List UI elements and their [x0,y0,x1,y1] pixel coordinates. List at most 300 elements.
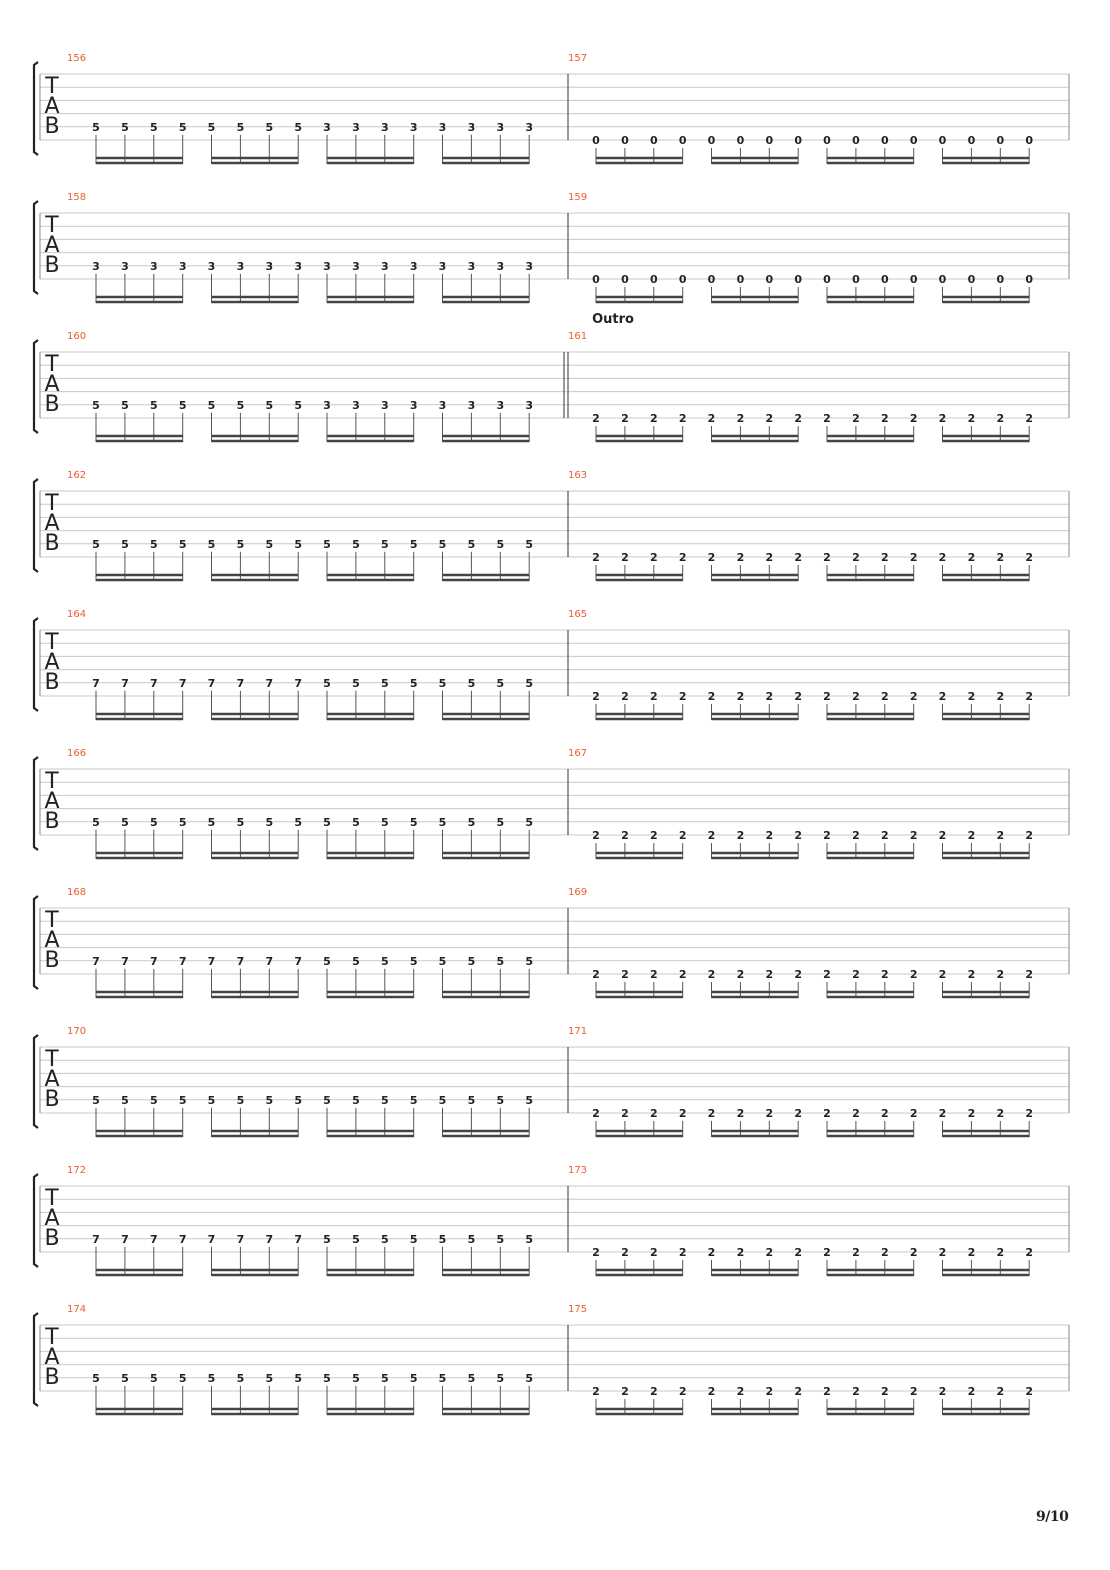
fret-number: 3 [178,259,187,273]
measure-number: 157 [568,53,588,64]
system-bracket [34,340,38,433]
fret-number: 5 [207,537,216,551]
fret-number: 5 [380,815,389,829]
fret-number: 3 [409,120,418,134]
fret-number: 2 [621,551,629,564]
fret-number: 2 [823,1107,831,1120]
fret-number: 5 [265,398,274,412]
fret-number: 5 [92,1371,100,1385]
fret-number: 2 [996,968,1005,981]
fret-number: 2 [794,1385,803,1398]
fret-number: 2 [880,551,889,564]
fret-number: 5 [92,398,100,412]
fret-number: 2 [852,1246,860,1259]
tab-system [34,312,1069,442]
fret-number: 0 [707,134,716,147]
tab-clef-letter: T [45,769,59,794]
fret-number: 2 [967,1107,976,1120]
tab-clef-letter: A [44,1206,60,1231]
fret-number: 2 [794,1246,803,1259]
tab-clef-letter: T [45,1186,59,1211]
tab-clef-letter: T [45,491,59,516]
tab-clef-letter: B [44,1087,60,1112]
fret-number: 0 [794,273,803,286]
fret-number: 5 [92,1093,100,1107]
fret-number: 2 [823,551,831,564]
fret-number: 5 [496,815,505,829]
system-bracket [34,896,38,989]
fret-number: 2 [592,829,600,842]
fret-number: 3 [496,398,505,412]
measure-number: 171 [568,1026,588,1037]
fret-number: 2 [707,829,716,842]
measure-number: 174 [67,1304,87,1315]
fret-number: 2 [621,1246,629,1259]
fret-number: 2 [967,968,976,981]
fret-number: 5 [525,1232,534,1246]
fret-number: 2 [967,690,976,703]
fret-number: 2 [852,1385,860,1398]
measure-number: 165 [568,609,588,620]
fret-number: 3 [121,259,129,273]
fret-number: 5 [467,815,476,829]
measure-number: 158 [67,192,87,203]
fret-number: 5 [323,1232,331,1246]
fret-number: 2 [649,690,658,703]
fret-number: 3 [352,259,360,273]
fret-number: 5 [352,537,360,551]
fret-number: 2 [592,1246,600,1259]
tab-clef-letter: T [45,908,59,933]
fret-number: 7 [92,954,100,968]
fret-number: 2 [621,412,629,425]
fret-number: 5 [92,537,100,551]
tab-system [34,192,1069,303]
fret-number: 3 [207,259,216,273]
fret-number: 2 [678,829,687,842]
fret-number: 2 [707,1107,716,1120]
fret-number: 5 [149,815,158,829]
fret-number: 3 [525,259,534,273]
fret-number: 5 [121,398,129,412]
fret-number: 2 [967,551,976,564]
fret-number: 5 [525,676,534,690]
fret-number: 2 [1025,690,1034,703]
fret-number: 2 [996,412,1005,425]
fret-number: 2 [823,1385,831,1398]
system-bracket [34,1174,38,1267]
fret-number: 5 [207,815,216,829]
fret-number: 7 [149,1232,158,1246]
fret-number: 0 [938,273,947,286]
fret-number: 2 [649,1246,658,1259]
fret-number: 0 [880,134,889,147]
fret-number: 5 [380,676,389,690]
fret-number: 7 [121,954,129,968]
fret-number: 5 [178,120,187,134]
measure-number: 159 [568,192,588,203]
fret-number: 2 [649,551,658,564]
fret-number: 5 [178,1093,187,1107]
fret-number: 0 [678,134,687,147]
fret-number: 5 [294,398,303,412]
measure-number: 170 [67,1026,87,1037]
fret-number: 7 [178,954,187,968]
fret-number: 2 [996,829,1005,842]
fret-number: 2 [996,1107,1005,1120]
fret-number: 5 [496,1232,505,1246]
fret-number: 0 [967,273,976,286]
fret-number: 7 [294,954,303,968]
fret-number: 5 [92,120,100,134]
fret-number: 2 [736,1246,745,1259]
measure-number: 175 [568,1304,588,1315]
system-bracket [34,479,38,572]
fret-number: 2 [880,1385,889,1398]
fret-number: 0 [621,134,629,147]
tab-clef-letter: B [44,1365,60,1390]
fret-number: 2 [967,1246,976,1259]
fret-number: 2 [736,968,745,981]
measure-number: 172 [67,1165,87,1176]
fret-number: 5 [207,1371,216,1385]
fret-number: 2 [794,412,803,425]
fret-number: 5 [178,398,187,412]
system-bracket [34,1313,38,1406]
fret-number: 5 [525,1371,534,1385]
fret-number: 5 [380,954,389,968]
fret-number: 0 [592,273,600,286]
fret-number: 0 [823,134,831,147]
fret-number: 5 [438,1371,447,1385]
fret-number: 5 [265,815,274,829]
fret-number: 2 [678,968,687,981]
fret-number: 2 [621,690,629,703]
fret-number: 5 [467,676,476,690]
fret-number: 3 [236,259,245,273]
fret-number: 2 [765,968,774,981]
fret-number: 2 [678,690,687,703]
fret-number: 7 [207,1232,216,1246]
fret-number: 5 [294,1371,303,1385]
fret-number: 2 [909,968,918,981]
fret-number: 0 [938,134,947,147]
fret-number: 5 [121,815,129,829]
system-bracket [34,62,38,155]
fret-number: 2 [909,1385,918,1398]
fret-number: 2 [765,690,774,703]
fret-number: 2 [1025,1385,1034,1398]
fret-number: 2 [592,412,600,425]
fret-number: 5 [409,676,418,690]
tab-clef-letter: A [44,650,60,675]
fret-number: 5 [323,1371,331,1385]
tab-system [34,887,1069,998]
tab-system [34,53,1069,164]
fret-number: 5 [467,1232,476,1246]
fret-number: 7 [265,676,274,690]
fret-number: 2 [967,412,976,425]
fret-number: 2 [823,829,831,842]
fret-number: 2 [649,412,658,425]
fret-number: 2 [707,412,716,425]
fret-number: 2 [736,1107,745,1120]
fret-number: 5 [409,954,418,968]
fret-number: 5 [236,537,245,551]
fret-number: 3 [438,398,447,412]
fret-number: 0 [909,273,918,286]
fret-number: 5 [438,1093,447,1107]
fret-number: 2 [852,968,860,981]
fret-number: 5 [265,120,274,134]
fret-number: 2 [909,690,918,703]
tab-system [34,470,1069,581]
fret-number: 5 [380,537,389,551]
fret-number: 5 [409,1232,418,1246]
fret-number: 2 [794,690,803,703]
fret-number: 2 [1025,968,1034,981]
fret-number: 5 [525,954,534,968]
fret-number: 5 [149,398,158,412]
fret-number: 2 [765,1107,774,1120]
fret-number: 3 [467,398,476,412]
fret-number: 5 [467,1371,476,1385]
fret-number: 3 [92,259,100,273]
system-bracket [34,618,38,711]
fret-number: 5 [236,120,245,134]
fret-number: 5 [265,537,274,551]
fret-number: 0 [996,273,1005,286]
fret-number: 2 [794,829,803,842]
fret-number: 7 [236,954,245,968]
measure-number: 160 [67,331,87,342]
tab-clef-letter: T [45,1047,59,1072]
fret-number: 7 [121,676,129,690]
fret-number: 5 [352,1093,360,1107]
measure-number: 164 [67,609,87,620]
fret-number: 2 [938,1246,947,1259]
fret-number: 0 [852,273,860,286]
measure-number: 169 [568,887,588,898]
fret-number: 0 [794,134,803,147]
measure-number: 166 [67,748,87,759]
tab-clef-letter: A [44,789,60,814]
fret-number: 5 [178,1371,187,1385]
fret-number: 2 [794,1107,803,1120]
tab-clef-letter: T [45,213,59,238]
tab-system [34,1026,1069,1137]
fret-number: 3 [438,259,447,273]
fret-number: 3 [149,259,158,273]
fret-number: 5 [352,1232,360,1246]
tab-clef-letter: T [45,74,59,99]
fret-number: 2 [765,1385,774,1398]
fret-number: 7 [265,954,274,968]
fret-number: 2 [996,690,1005,703]
fret-number: 2 [996,1246,1005,1259]
fret-number: 7 [178,1232,187,1246]
fret-number: 5 [352,954,360,968]
system-bracket [34,201,38,294]
system-bracket [34,757,38,850]
tab-clef-letter: B [44,531,60,556]
fret-number: 5 [92,815,100,829]
fret-number: 5 [438,1232,447,1246]
fret-number: 2 [852,412,860,425]
fret-number: 5 [352,1371,360,1385]
fret-number: 5 [409,815,418,829]
measure-number: 156 [67,53,87,64]
fret-number: 2 [880,829,889,842]
fret-number: 3 [352,398,360,412]
fret-number: 5 [525,815,534,829]
fret-number: 2 [736,690,745,703]
fret-number: 2 [592,690,600,703]
fret-number: 3 [438,120,447,134]
fret-number: 2 [592,1385,600,1398]
fret-number: 2 [592,1107,600,1120]
fret-number: 7 [92,676,100,690]
fret-number: 5 [438,815,447,829]
fret-number: 5 [149,1371,158,1385]
fret-number: 2 [909,1107,918,1120]
fret-number: 2 [880,1246,889,1259]
fret-number: 0 [967,134,976,147]
fret-number: 2 [880,412,889,425]
fret-number: 7 [207,676,216,690]
tab-clef-letter: A [44,1345,60,1370]
fret-number: 2 [852,1107,860,1120]
fret-number: 2 [909,829,918,842]
fret-number: 2 [823,412,831,425]
fret-number: 0 [765,134,774,147]
fret-number: 7 [265,1232,274,1246]
fret-number: 3 [380,398,389,412]
fret-number: 2 [794,551,803,564]
fret-number: 5 [265,1093,274,1107]
tab-clef-letter: T [45,630,59,655]
fret-number: 5 [149,537,158,551]
fret-number: 2 [678,551,687,564]
fret-number: 5 [121,1371,129,1385]
fret-number: 3 [323,120,331,134]
section-marker-outro: Outro [592,312,634,327]
fret-number: 2 [938,412,947,425]
tab-clef-letter: B [44,253,60,278]
fret-number: 5 [207,1093,216,1107]
fret-number: 3 [294,259,303,273]
fret-number: 2 [678,412,687,425]
fret-number: 2 [967,829,976,842]
fret-number: 5 [236,815,245,829]
fret-number: 2 [909,1246,918,1259]
fret-number: 2 [736,551,745,564]
tab-clef-letter: T [45,1325,59,1350]
fret-number: 0 [678,273,687,286]
fret-number: 2 [938,551,947,564]
fret-number: 3 [380,259,389,273]
fret-number: 5 [323,1093,331,1107]
fret-number: 2 [880,690,889,703]
fret-number: 3 [496,120,505,134]
fret-number: 5 [438,954,447,968]
fret-number: 5 [178,537,187,551]
fret-number: 2 [794,968,803,981]
fret-number: 2 [938,968,947,981]
fret-number: 5 [525,1093,534,1107]
fret-number: 2 [765,1246,774,1259]
fret-number: 0 [1025,134,1034,147]
fret-number: 2 [1025,551,1034,564]
fret-number: 0 [649,273,658,286]
tab-clef-letter: A [44,233,60,258]
fret-number: 5 [409,1093,418,1107]
tab-clef-letter: B [44,392,60,417]
fret-number: 2 [592,551,600,564]
fret-number: 3 [380,120,389,134]
fret-number: 2 [1025,412,1034,425]
tab-clef-letter: A [44,511,60,536]
fret-number: 5 [496,1371,505,1385]
fret-number: 2 [736,1385,745,1398]
fret-number: 3 [409,398,418,412]
fret-number: 2 [1025,1107,1034,1120]
fret-number: 5 [236,1371,245,1385]
fret-number: 2 [909,551,918,564]
measure-number: 161 [568,331,588,342]
measure-number: 168 [67,887,87,898]
fret-number: 7 [92,1232,100,1246]
fret-number: 5 [496,1093,505,1107]
fret-number: 0 [621,273,629,286]
tab-system [34,1165,1069,1276]
fret-number: 5 [207,120,216,134]
fret-number: 2 [823,1246,831,1259]
fret-number: 5 [323,954,331,968]
fret-number: 0 [909,134,918,147]
fret-number: 3 [525,120,534,134]
fret-number: 2 [621,1385,629,1398]
fret-number: 7 [149,954,158,968]
tab-clef-letter: A [44,928,60,953]
fret-number: 7 [207,954,216,968]
fret-number: 3 [323,398,331,412]
fret-number: 2 [880,1107,889,1120]
fret-number: 5 [380,1371,389,1385]
fret-number: 5 [265,1371,274,1385]
fret-number: 0 [736,134,745,147]
fret-number: 2 [707,1385,716,1398]
fret-number: 0 [592,134,600,147]
fret-number: 3 [467,120,476,134]
fret-number: 5 [352,815,360,829]
fret-number: 2 [852,551,860,564]
tab-system [34,1304,1069,1415]
tab-system [34,609,1069,720]
fret-number: 2 [909,412,918,425]
fret-number: 2 [649,1385,658,1398]
fret-number: 5 [178,815,187,829]
fret-number: 7 [294,1232,303,1246]
fret-number: 5 [380,1093,389,1107]
fret-number: 2 [649,829,658,842]
fret-number: 5 [467,1093,476,1107]
fret-number: 5 [121,537,129,551]
fret-number: 2 [621,829,629,842]
fret-number: 5 [323,537,331,551]
fret-number: 2 [621,1107,629,1120]
fret-number: 5 [236,398,245,412]
